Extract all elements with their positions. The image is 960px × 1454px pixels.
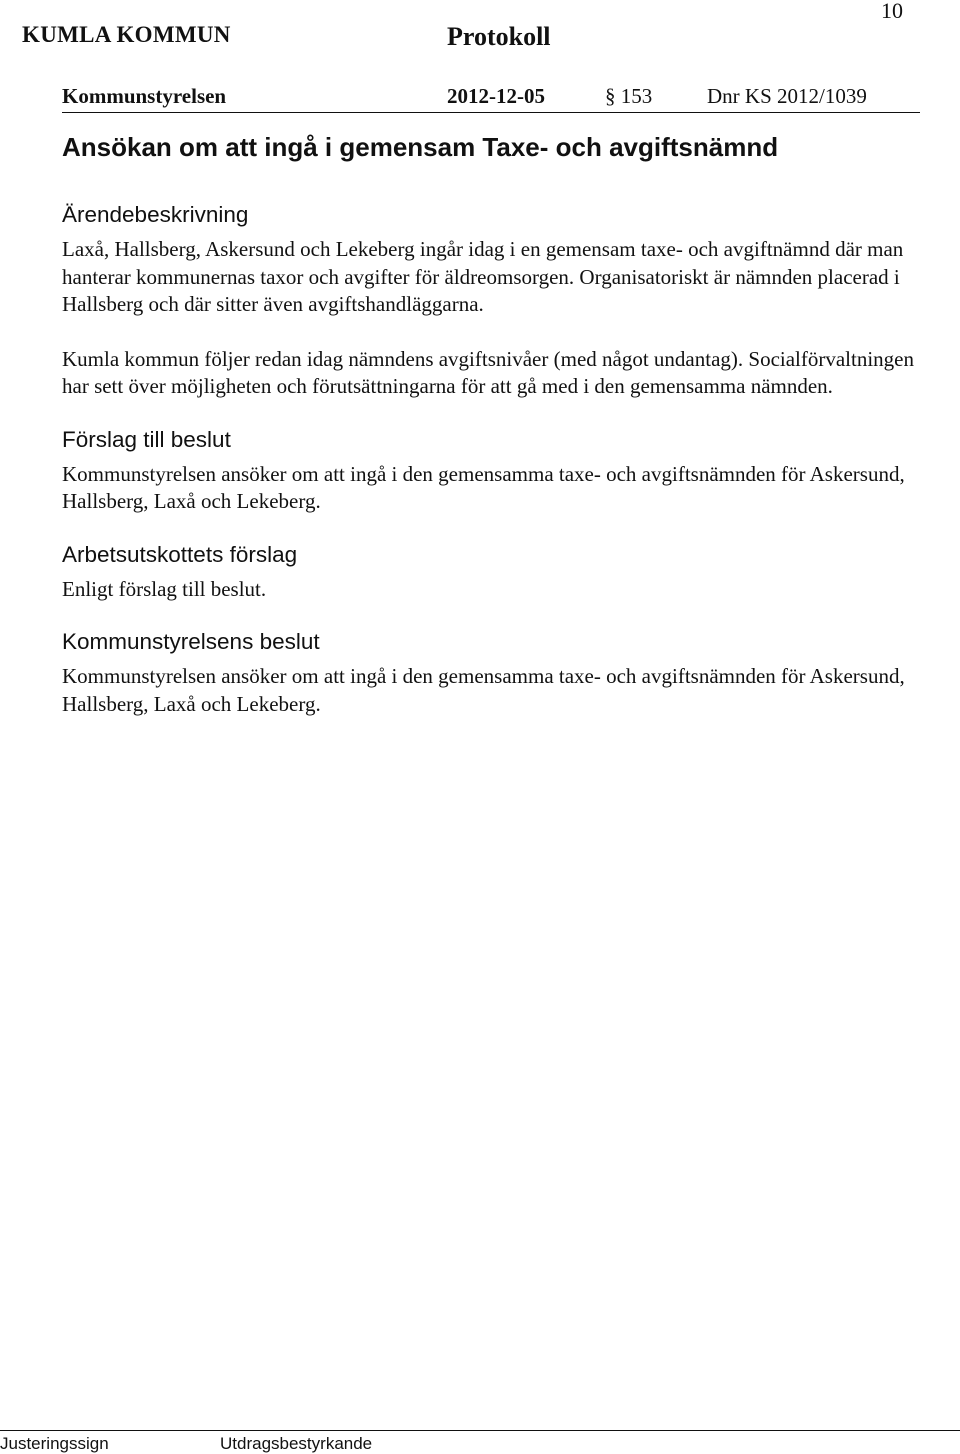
case-title: Ansökan om att ingå i gemensam Taxe- och avgiftsnämnd [62,132,779,162]
description-heading: Ärendebeskrivning [62,202,249,227]
board-decision-text: Kommunstyrelsen ansöker om att ingå i den gemensamma taxe- och avgiftsnämnden för Askersund, Hallsberg, Laxå och Lekeberg. [62,664,905,716]
committee-proposal-text: Enligt förslag till beslut. [62,576,267,601]
proposal-heading: Förslag till beslut [62,426,231,452]
proposal-text: Kommunstyrelsen ansöker om att ingå i den gemensamma taxe- och avgiftsnämnden för Askersund, Hallsberg, Laxå och Lekeberg. [62,461,905,513]
organization-name: KUMLA KOMMUN [22,22,231,47]
board-decision-heading: Kommunstyrelsens beslut [62,629,320,654]
footer-certification-label: Utdragsbestyrkande [220,1434,373,1453]
footer-divider [0,1430,960,1431]
committee-proposal-heading: Arbetsutskottets förslag [62,541,298,567]
meta-diary-number: Dnr KS 2012/1039 [707,84,867,108]
footer-signature-label: Justeringssign [0,1434,109,1453]
description-paragraph: Laxå, Hallsberg, Askersund och Lekeberg ingår idag i en gemensam taxe- och avgiftnämnd där man hanterar kommunernas taxor och avgifter för äldreomsorgen. Organisatoriskt är nämnden placerad i Hallsberg och där sitter även avgiftshandläggarna. [62,237,904,316]
document-body [62,128,932,718]
description-paragraph: Kumla kommun följer redan idag nämndens avgiftsnivåer (med något undantag). Socialförvaltningen har sett över möjligheten och förutsättningarna för att gå med i den gemensamma nämnden. [62,346,915,398]
meta-section: § 153 [605,84,653,108]
meta-board: Kommunstyrelsen [62,84,227,108]
document-type: Protokoll [447,22,551,51]
meta-date: 2012-12-05 [447,84,545,108]
header-divider [62,112,920,113]
page-number: 10 [881,0,903,23]
